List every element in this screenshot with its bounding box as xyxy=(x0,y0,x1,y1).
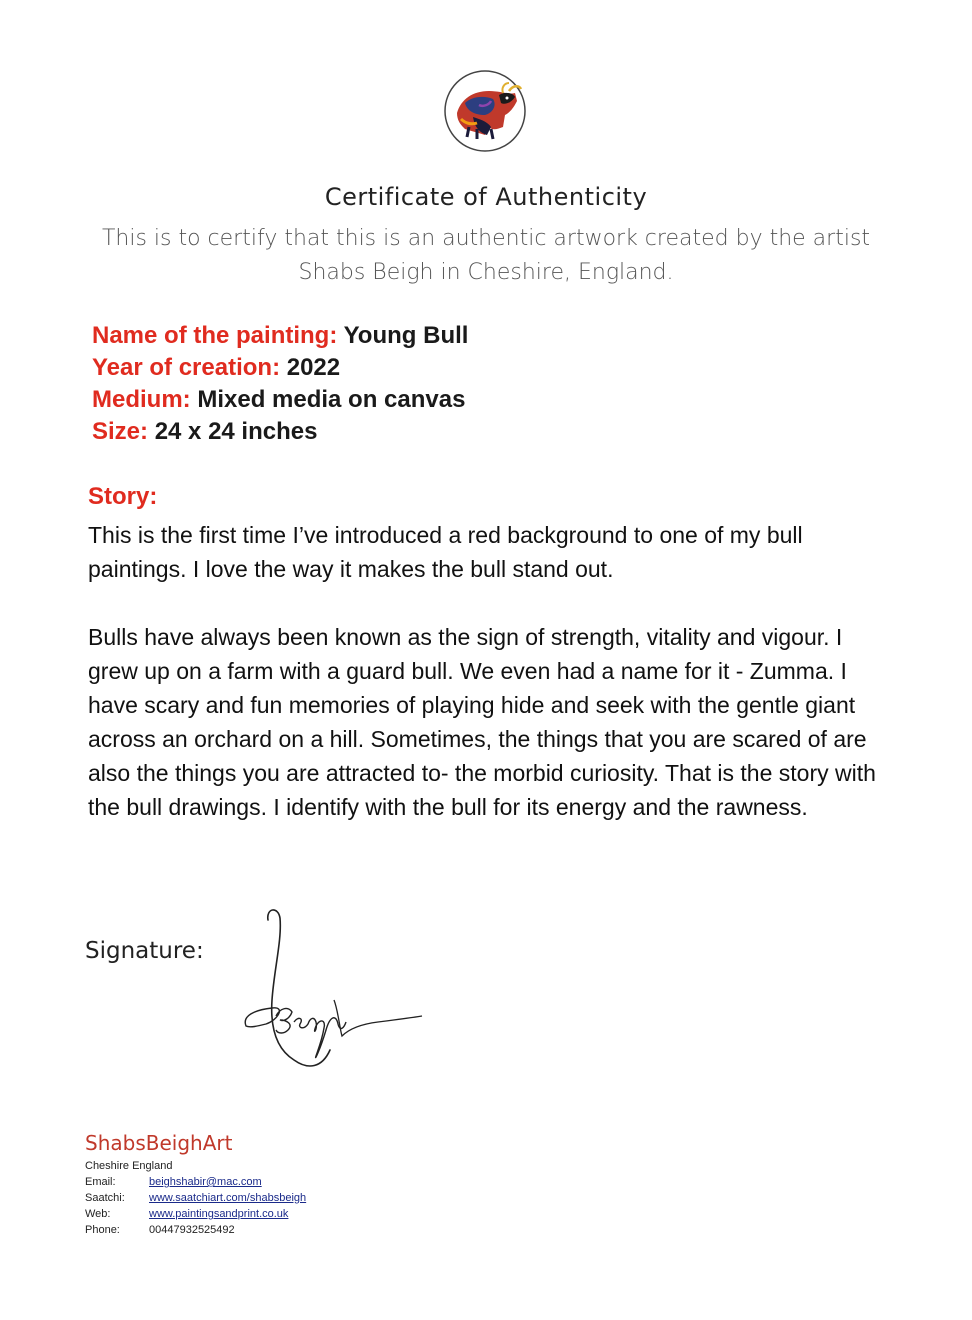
bull-painting-logo xyxy=(443,69,527,153)
brand-name: ShabsBeighArt xyxy=(85,1131,233,1155)
footer-phone-row xyxy=(85,1222,306,1238)
contact-footer xyxy=(85,1158,306,1238)
footer-label: Saatchi: xyxy=(85,1192,125,1204)
certificate-title: Certificate of Authenticity xyxy=(324,183,648,211)
detail-medium xyxy=(92,384,468,416)
detail-value: Mixed media on canvas xyxy=(197,386,466,413)
certificate-subtitle xyxy=(90,222,882,290)
footer-label: Web: xyxy=(85,1208,111,1220)
email-link[interactable]: beighshabir@mac.com xyxy=(149,1176,262,1188)
story-paragraph-1: This is the first time I’ve introduced a red background to one of my bull paintings. I love the way it makes the bull stand out. xyxy=(88,522,803,582)
artwork-details xyxy=(92,320,468,448)
footer-saatchi-row xyxy=(85,1190,306,1206)
story-paragraph-2: Bulls have always been known as the sign of strength, vitality and vigour. I grew up on a farm with a guard bull. We even had a name for it - Zumma. I have scary and fun memories of playing hide and seek with the gentle giant across an orchard on a hill. Sometimes, the things that you are scared of are also the things you are attracted to- the morbid curiosity. That is the story with the bull drawings. I identify with the bull for its energy and the rawness. xyxy=(88,624,876,820)
detail-painting-name xyxy=(92,320,468,352)
footer-label: Email: xyxy=(85,1176,116,1188)
detail-size xyxy=(92,416,468,448)
footer-email-row xyxy=(85,1174,306,1190)
saatchi-link[interactable]: www.saatchiart.com/shabsbeigh xyxy=(149,1192,307,1204)
signature-label: Signature: xyxy=(85,938,204,964)
footer-label: Phone: xyxy=(85,1224,120,1236)
detail-label: Size: xyxy=(92,418,149,445)
detail-label: Name of the painting: xyxy=(92,322,338,349)
detail-label: Year of creation: xyxy=(92,354,281,381)
subtitle-line-2: Shabs Beigh in Cheshire, England. xyxy=(298,260,674,285)
phone-number: 00447932525492 xyxy=(149,1224,235,1236)
handwritten-signature xyxy=(238,900,428,1092)
detail-value: Young Bull xyxy=(343,322,469,349)
detail-value: 2022 xyxy=(286,354,341,381)
website-link[interactable]: www.paintingsandprint.co.uk xyxy=(149,1208,289,1220)
footer-web-row xyxy=(85,1206,306,1222)
story-body xyxy=(88,518,888,858)
detail-label: Medium: xyxy=(92,386,191,413)
subtitle-line-1: This is to certify that this is an authentic artwork created by the artist xyxy=(101,226,871,251)
footer-location: Cheshire England xyxy=(85,1160,173,1172)
story-heading: Story: xyxy=(88,483,158,510)
detail-year xyxy=(92,352,468,384)
detail-value: 24 x 24 inches xyxy=(154,418,318,445)
